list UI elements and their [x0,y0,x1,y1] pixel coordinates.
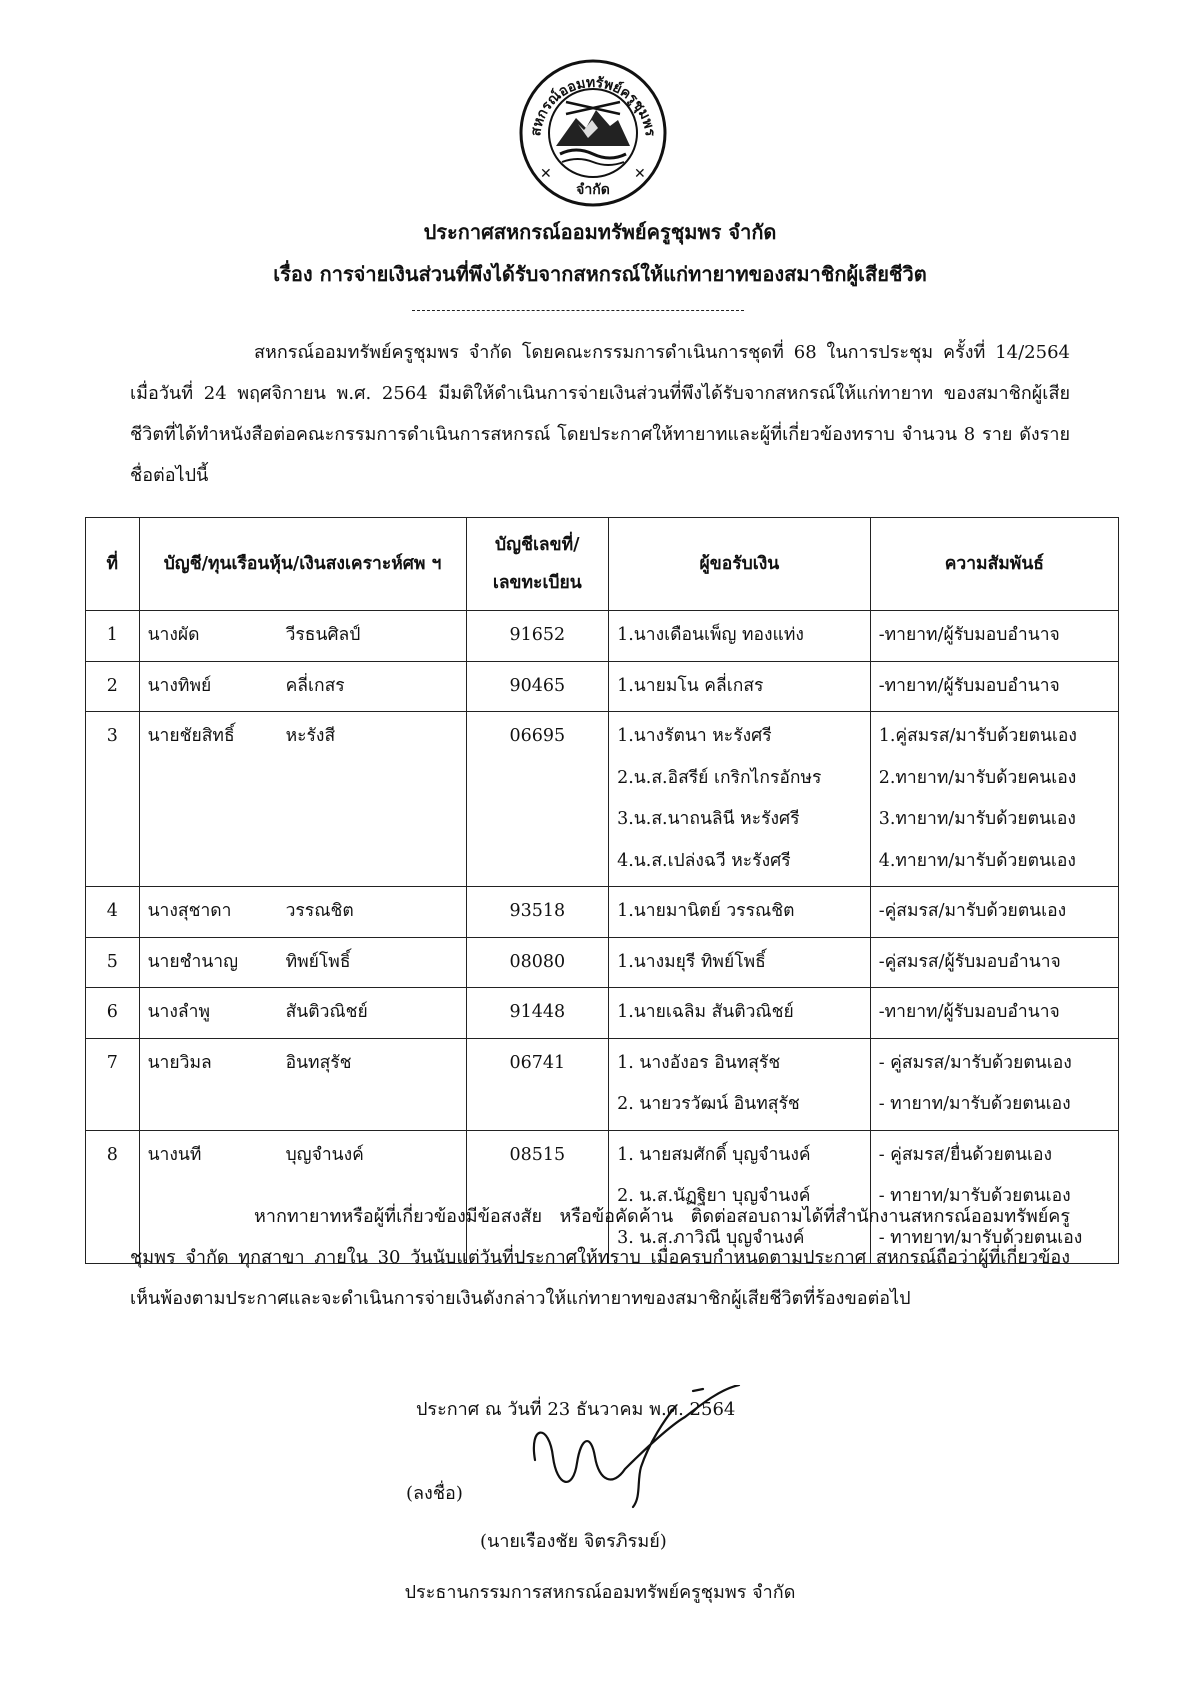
table-row [86,661,1119,712]
header-recipient: ผู้ขอรับเงิน [609,518,871,611]
recipient-cell [609,887,871,938]
deceased-first-name: นางทิพย์ [147,675,212,696]
header-account-no-line1: บัญชีเลขที่/ [495,535,580,555]
signer-name: (นายเรืองชัย จิตรภิรมย์) [480,1531,667,1552]
deceased-last-name: อินทสุรัช [285,1052,352,1073]
recipient-cell [609,988,871,1039]
seal-top-text: สหกรณ์ออมทรัพย์ครูชุมพร [528,74,658,138]
account-number: 06741 [466,1038,609,1130]
svg-text:✕: ✕ [540,166,552,182]
recipient-name: 1.นางเดือนเพ็ญ ทองแท่ง [617,625,804,645]
relation-text: 4.ทายาท/มารับด้วยตนเอง [878,850,1076,871]
header-no: ที่ [86,518,140,611]
header-account-no [466,518,609,611]
recipient-cell [609,661,871,712]
recipient-cell [609,611,871,662]
recipient-name: 2. นายวรวัฒน์ อินทสุรัช [617,1094,800,1114]
relation-cell [870,887,1118,938]
header-account-no-line2: เลขทะเบียน [492,573,582,593]
deceased-last-name: สันติวณิชย์ [285,1002,368,1022]
recipient-name: 1.นายเฉลิม สันติวณิชย์ [617,1002,794,1022]
svg-text:✕: ✕ [634,166,646,182]
relation-text: 2.ทายาท/มารับด้วยคนเอง [878,767,1077,788]
table-row [86,712,1119,887]
table-row [86,988,1119,1039]
relation-cell [870,937,1118,988]
account-number: 08080 [466,937,609,988]
deceased-last-name: คลี่เกสร [285,675,345,696]
recipient-cell [609,712,871,887]
row-number: 2 [86,661,140,712]
relation-text: -ทายาท/ผู้รับมอบอำนาจ [878,625,1060,645]
relation-cell [870,661,1118,712]
relation-text: -ทายาท/ผู้รับมอบอำนาจ [878,1002,1060,1022]
row-number: 8 [86,1130,140,1264]
account-number: 06695 [466,712,609,887]
account-number: 08515 [466,1130,609,1264]
deceased-name-cell [139,887,466,938]
deceased-last-name: วีรธนศิลป์ [285,625,361,645]
recipient-name: 1. นายสมศักดิ์ บุญจำนงค์ [617,1144,811,1165]
deceased-name-cell [139,661,466,712]
header-relation: ความสัมพันธ์ [870,518,1118,611]
deceased-first-name: นางผัด [147,625,200,645]
recipient-cell [609,1038,871,1130]
title-divider [412,310,744,311]
deceased-last-name: ทิพย์โพธิ์ [285,951,351,972]
account-number: 91652 [466,611,609,662]
relation-cell [870,1038,1118,1130]
relation-cell [870,988,1118,1039]
deceased-first-name: นางสุชาดา [147,901,232,921]
relation-text: 1.คู่สมรส/มารับด้วยตนเอง [878,726,1077,746]
table-header-row [86,518,1119,611]
table-row [86,887,1119,938]
recipient-name: 3.น.ส.นาถนลินี หะรังศรี [617,809,800,829]
recipient-name: 1.นางรัตนา หะรังศรี [617,726,772,746]
recipient-name: 1. นางอังอร อินทสุรัช [617,1052,781,1073]
table-row [86,611,1119,662]
row-number: 5 [86,937,140,988]
table-row [86,1038,1119,1130]
row-number: 6 [86,988,140,1039]
sign-label: (ลงชื่อ) [406,1483,463,1504]
account-number: 93518 [466,887,609,938]
account-number: 91448 [466,988,609,1039]
recipient-name: 2.น.ส.อิสรีย์ เกริกไกรอักษร [617,767,822,788]
recipient-name: 1.นายมานิตย์ วรรณชิต [617,901,795,921]
cooperative-seal-icon [518,58,668,208]
intro-paragraph: สหกรณ์ออมทรัพย์ครูชุมพร จำกัด โดยคณะกรรมการดำเนินการชุดที่ 68 ในการประชุม ครั้งที่ 14/2564 เมื่อวันที่ 24 พฤศจิกายน พ.ศ. 2564 มีมติให้ดำเนินการจ่ายเงินส่วนที่พึงได้รับจากสหกรณ์ให้แก่ทายาท ของสมาชิกผู้เสียชีวิตที่ได้ทำหนังสือต่อคณะกรรมการดำเนินการสหกรณ์ โดยประกาศให้ทายาทและผู้ที่เกี่ยวข้องทราบ จำนวน 8 ราย ดังรายชื่อต่อไปนี้ [130,342,1070,486]
relation-text: -คู่สมรส/มารับด้วยตนเอง [878,901,1067,921]
deceased-first-name: นายวิมล [147,1052,212,1073]
account-number: 90465 [466,661,609,712]
header-account-name: บัญชี/ทุนเรือนหุ้น/เงินสงเคราะห์ศพ ฯ [139,518,466,611]
deceased-last-name: หะรังสี [285,726,336,746]
seal-bottom-text: จำกัด [576,182,610,198]
closing-paragraph: หากทายาทหรือผู้ที่เกี่ยวข้องมีข้อสงสัย หรือข้อคัดค้าน ติดต่อสอบถามได้ที่สำนักงานสหกรณ์ออมทรัพย์ครูชุมพร จำกัด ทุกสาขา ภายใน 30 วันนับแต่วันที่ประกาศให้ทราบ เมื่อครบกำหนดตามประกาศ สหกรณ์ถือว่าผู้ที่เกี่ยวข้องเห็นพ้องตามประกาศและจะดำเนินการจ่ายเงินดังกล่าวให้แก่ทายาทของสมาชิกผู้เสียชีวิตที่ร้องขอต่อไป [130,1206,1070,1309]
row-number: 3 [86,712,140,887]
relation-text: 3.ทายาท/มารับด้วยตนเอง [878,809,1076,829]
deceased-last-name: บุญจำนงค์ [285,1144,364,1165]
deceased-name-cell [139,937,466,988]
relation-text: - ทายาท/มารับด้วยตนเอง [878,1186,1071,1206]
announcement-subject: เรื่อง การจ่ายเงินส่วนที่พึงได้รับจากสหกรณ์ให้แก่ทายาทของสมาชิกผู้เสียชีวิต [273,262,927,286]
deceased-first-name: นางลำพู [147,1002,210,1022]
table-row [86,937,1119,988]
relation-text: - คู่สมรส/มารับด้วยตนเอง [878,1052,1072,1073]
recipient-cell [609,937,871,988]
deceased-name-cell [139,712,466,887]
relation-text: - ทายาท/มารับด้วยตนเอง [878,1094,1071,1114]
recipient-name: 4.น.ส.เปล่งฉวี หะรังศรี [617,850,791,871]
relation-text: -ทายาท/ผู้รับมอบอำนาจ [878,675,1060,696]
handwritten-signature [525,1385,750,1520]
deceased-name-cell [139,1038,466,1130]
row-number: 4 [86,887,140,938]
row-number: 7 [86,1038,140,1130]
signer-position: ประธานกรรมการสหกรณ์ออมทรัพย์ครูชุมพร จำกัด [404,1582,796,1603]
heirs-table [85,517,1119,1264]
deceased-name-cell [139,988,466,1039]
relation-cell [870,611,1118,662]
relation-cell [870,712,1118,887]
deceased-first-name: นายชำนาญ [147,951,239,972]
deceased-last-name: วรรณชิต [285,901,354,921]
announcement-date: ประกาศ ณ วันที่ 23 ธันวาคม พ.ศ. 2564 [416,1399,736,1420]
relation-text: - คู่สมรส/ยื่นด้วยตนเอง [878,1144,1053,1165]
relation-text: - ทาทยาท/มารับด้วยตนเอง [878,1227,1083,1248]
deceased-first-name: นางนที [147,1144,202,1165]
relation-text: -คู่สมรส/ผู้รับมอบอำนาจ [878,951,1061,972]
recipient-name: 1.นางมยุรี ทิพย์โพธิ์ [617,951,766,972]
row-number: 1 [86,611,140,662]
announcement-title: ประกาศสหกรณ์ออมทรัพย์ครูชุมพร จำกัด [423,220,777,244]
recipient-name: 2. น.ส.นัฏฐิยา บุญจำนงค์ [617,1186,811,1206]
recipient-name: 3. น.ส.ภาวิณี บุญจำนงค์ [617,1227,805,1248]
recipient-name: 1.นายมโน คลี่เกสร [617,675,764,696]
deceased-name-cell [139,611,466,662]
deceased-first-name: นายชัยสิทธิ์ [147,726,235,746]
